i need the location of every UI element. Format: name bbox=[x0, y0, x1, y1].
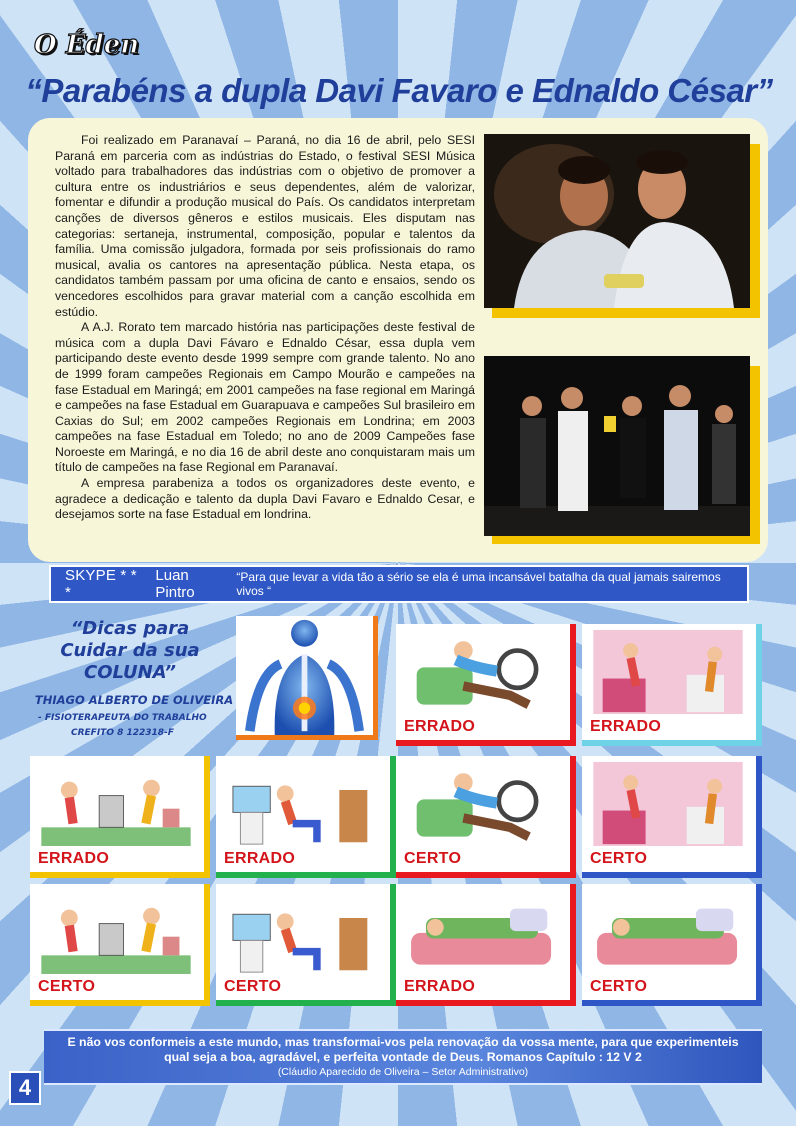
article-paragraph-1: Foi realizado em Paranavaí – Paraná, no dia 16 de abril, pelo SESI Paraná em parceria com as indústrias do Estado, o festival SESI Música voltado para trabalhadores das indústrias com o objetivo de promover a cultura entre os industriários e seus dependentes, além de valorizar, fomentar e difundir a produção musical do País. Os candidatos interpretam canções de diversos gêneros e estilos musicais. Eles disputam nas categorias: sertaneja, instrumental, composição, popular e talentos da família. Uma comissão julgadora, formada por seis profissionais do ramo musical, avalia os cantores na apresentação pública. Nesta etapa, os candidatos também passam por uma oficina de canto e ensaios, sendo os vencedores escolhidos para gravar material com a canção escolhida em estúdio. bbox=[55, 133, 475, 319]
posture-verdict-label: CERTO bbox=[38, 978, 96, 995]
photo-award-frame bbox=[484, 356, 760, 544]
posture-verdict-label: ERRADO bbox=[224, 850, 296, 867]
skype-banner bbox=[49, 565, 749, 603]
photo-duo-frame bbox=[484, 134, 760, 318]
tips-role: - FISIOTERAPEUTA DO TRABALHO bbox=[38, 713, 207, 723]
article-paragraph-3: A empresa parabeniza a todos os organizadores deste evento, e agradece a dedicação e talento da dupla Davi Favaro e Ednaldo Cesar, e desejamos sorte na fase Estadual em londrina. bbox=[55, 476, 475, 522]
posture-tile-7 bbox=[30, 884, 210, 1006]
posture-tile-4 bbox=[216, 756, 396, 878]
tips-title-line: “Dicas para bbox=[70, 618, 190, 639]
posture-illustration bbox=[590, 630, 746, 714]
footer-verse-band bbox=[44, 1029, 762, 1085]
tips-title bbox=[30, 618, 230, 684]
posture-verdict-label: ERRADO bbox=[38, 850, 110, 867]
posture-illustration bbox=[590, 762, 746, 846]
posture-verdict-label: ERRADO bbox=[404, 718, 476, 735]
posture-illustration bbox=[224, 762, 380, 846]
posture-verdict-label: CERTO bbox=[590, 850, 648, 867]
skype-quote: “Para que levar a vida tão a sério se ela é uma incansável batalha da qual jamais sairemos vivos “ bbox=[236, 570, 721, 598]
bible-verse: E não vos conformeis a este mundo, mas transformai-vos pela renovação da vossa mente, para que experimenteis qual seja a boa, agradável, e perfeita vontade de Deus. Romanos Capítulo : 12 V 2 bbox=[67, 1035, 739, 1064]
verse-credit: (Cláudio Aparecido de Oliveira – Setor Administrativo) bbox=[277, 1066, 529, 1078]
spine-illustration bbox=[236, 616, 378, 740]
posture-illustration bbox=[404, 890, 560, 974]
spine-icon bbox=[236, 616, 373, 735]
article-headline: “Parabéns a dupla Davi Favaro e Ednaldo César” bbox=[25, 72, 773, 109]
tips-author: THIAGO ALBERTO DE OLIVEIRA bbox=[34, 693, 234, 707]
skype-user: Luan Pintro bbox=[155, 567, 195, 601]
tips-crefito: CREFITO 8 122318-F bbox=[71, 728, 174, 738]
posture-tile-5 bbox=[396, 756, 576, 878]
posture-tile-2 bbox=[582, 624, 762, 746]
posture-illustration bbox=[404, 630, 560, 714]
posture-illustration bbox=[38, 890, 194, 974]
photo-duo bbox=[484, 134, 750, 308]
posture-verdict-label: ERRADO bbox=[590, 718, 662, 735]
posture-verdict-label: CERTO bbox=[590, 978, 648, 995]
skype-label: SKYPE * * * bbox=[65, 567, 137, 601]
tips-title-line: COLUNA” bbox=[84, 662, 176, 683]
posture-tile-3 bbox=[30, 756, 210, 878]
posture-tile-9 bbox=[396, 884, 576, 1006]
posture-tile-6 bbox=[582, 756, 762, 878]
posture-tile-10 bbox=[582, 884, 762, 1006]
posture-tile-8 bbox=[216, 884, 396, 1006]
article-paragraph-2: A A.J. Rorato tem marcado história nas participações deste festival de música com a dupla Davi Fávaro e Ednaldo César, essa dupla vem participando deste evento desde 1999 sempre com grande talento. No ano de 1999 foram campeões Regionais em Campo Mourão e campeões na fase Estadual em Maringá; em 2001 campeões na fase regional em Maringá e campeões na fase Estadual em Guarapuava e campeões Sul brasileiro em Caxias do Sul; em 2002 campeões Regionais em Londrina; em 2003 campeões na fase Estadual em Toledo; no ano de 2009 Campeões fase Noroeste em Maringá, e no dia 16 de abril deste ano conquistaram mais um título de campeões na fase Regional em Paranavaí. bbox=[55, 320, 475, 475]
tips-title-line: Cuidar da sua bbox=[60, 640, 200, 661]
magazine-brand: O Éden bbox=[34, 30, 140, 60]
posture-illustration bbox=[38, 762, 194, 846]
posture-illustration bbox=[224, 890, 380, 974]
posture-verdict-label: ERRADO bbox=[404, 978, 476, 995]
article-body bbox=[55, 133, 475, 523]
posture-illustration bbox=[590, 890, 746, 974]
posture-tile-1 bbox=[396, 624, 576, 746]
posture-verdict-label: CERTO bbox=[224, 978, 282, 995]
photo-award bbox=[484, 356, 750, 536]
page-number: 4 bbox=[9, 1071, 41, 1105]
posture-verdict-label: CERTO bbox=[404, 850, 462, 867]
posture-illustration bbox=[404, 762, 560, 846]
